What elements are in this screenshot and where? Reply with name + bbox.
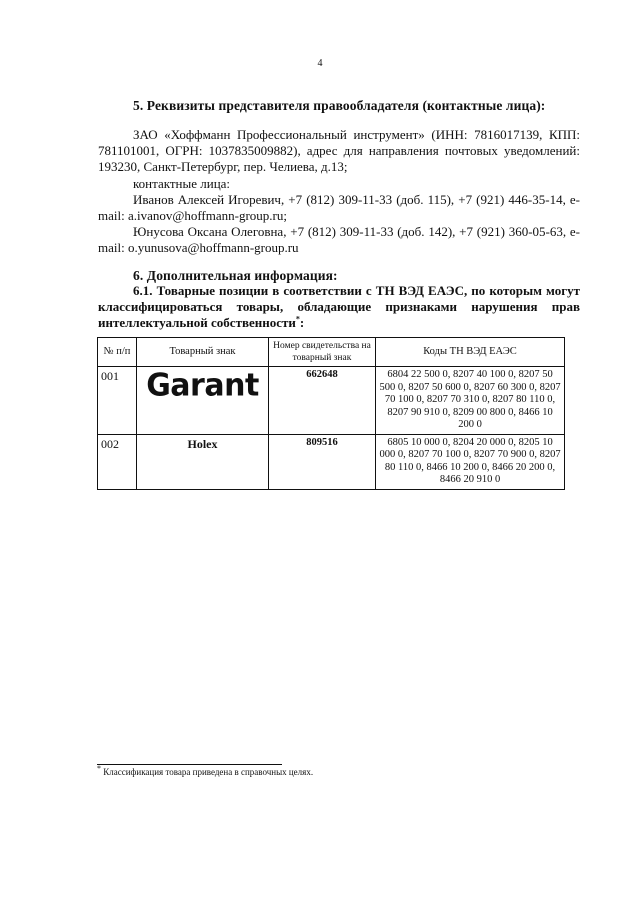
header-certificate: Номер свидетельства на товарный знак [269, 338, 376, 367]
holex-mark: Holex [187, 436, 218, 451]
row-num: 002 [98, 434, 137, 489]
contact-person-1: Иванов Алексей Игоревич, +7 (812) 309-11-33 (доб. 115), +7 (921) 446-35-14, e-mail: a.ivanov@hoffmann-group.ru; [98, 192, 580, 223]
header-num: № п/п [98, 338, 137, 367]
footnote-divider [97, 764, 282, 765]
row-trademark [137, 367, 269, 435]
page-number: 4 [317, 58, 323, 69]
contacts-label: контактные лица: [133, 176, 231, 191]
table-row [98, 434, 565, 489]
row-num: 001 [98, 367, 137, 435]
trademark-table [97, 337, 565, 490]
header-trademark: Товарный знак [137, 338, 269, 367]
header-codes: Коды ТН ВЭД ЕАЭС [376, 338, 565, 367]
contact-person-2: Юнусова Оксана Олеговна, +7 (812) 309-11-33 (доб. 142), +7 (921) 360-05-63, e-mail: o.yunusova@hoffmann-group.ru [98, 224, 580, 255]
table-row [98, 367, 565, 435]
footnote-reference: * [295, 314, 300, 324]
garant-logo: Garant [146, 367, 259, 404]
organization-details: ЗАО «Хоффманн Профессиональный инструмент» (ИНН: 7816017139, КПП: 781101001, ОГРН: 1037835009882), адрес для направления почтовых уведомлений: 193230, Санкт-Петербург, пер. Челиева, д.13; [98, 127, 580, 174]
section-6-1-heading: 6.1. Товарные позиции в соответствии с ТН ВЭД ЕАЭС, по которым могут классифицироваться товары, обладающие признаками нарушения прав интеллектуальной собственности*: [98, 283, 580, 330]
footnote [97, 764, 314, 777]
row-trademark [137, 434, 269, 489]
row-codes: 6804 22 500 0, 8207 40 100 0, 8207 50 500 0, 8207 50 600 0, 8207 60 300 0, 8207 70 100 0, 8207 70 310 0, 8207 80 110 0, 8207 90 910 0, 8209 00 800 0, 8466 10 200 0 [376, 367, 565, 435]
footnote-text: Классификация товара приведена в справочных целях. [103, 767, 314, 777]
section-6-1-text: 6.1. Товарные позиции в соответствии с ТН ВЭД ЕАЭС, по которым могут классифицироваться товары, обладающие признаками нарушения прав интеллектуальной собственности [98, 283, 580, 330]
table-header-row [98, 338, 565, 367]
section-6-heading: 6. Дополнительная информация: [133, 268, 338, 283]
footnote-mark: * [97, 764, 101, 773]
row-codes: 6805 10 000 0, 8204 20 000 0, 8205 10 000 0, 8207 70 100 0, 8207 70 900 0, 8207 80 110 0, 8466 10 200 0, 8466 20 200 0, 8466 20 910 0 [376, 434, 565, 489]
row-certificate: 662648 [269, 367, 376, 435]
row-certificate: 809516 [269, 434, 376, 489]
section-5-heading: 5. Реквизиты представителя правообладателя (контактные лица): [133, 98, 546, 113]
